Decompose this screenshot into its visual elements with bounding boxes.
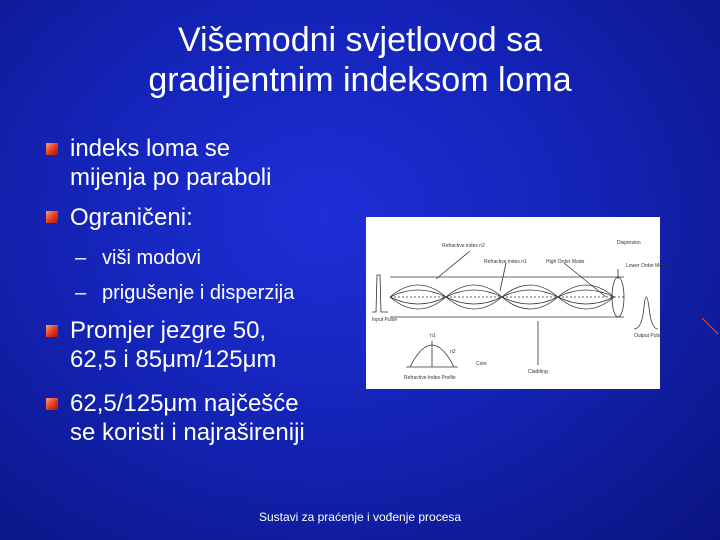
label-refractive-index-profile: Refractive Index Profile (404, 375, 456, 381)
decorative-line-icon (700, 316, 720, 336)
label-output-pulse: Output Pulse (634, 333, 663, 339)
label-n1: n1 (430, 333, 436, 339)
label-lower-order-mode: Lower Order Mode (626, 263, 668, 269)
slide-footer: Sustavi za praćenje i vođenje procesa (258, 510, 462, 524)
bullet-item: 62,5/125μm najčešće se koristi i najrašireniji (70, 390, 305, 446)
bullet-square-icon (46, 398, 58, 410)
sub-bullet-dash: – (75, 247, 87, 269)
sub-bullet-item: prigušenje i disperzija (102, 282, 295, 304)
title-line-1: Višemodni svjetlovod sa (177, 21, 543, 59)
label-dispersion: Dispersion (617, 240, 641, 246)
bullet-square-icon (46, 211, 58, 223)
label-refractive-index-n1: Refractive index n1 (484, 259, 527, 265)
title-line-2: gradijentnim indeksom loma (148, 61, 572, 99)
graded-index-fiber-diagram (366, 217, 668, 389)
label-core: Core (476, 361, 487, 367)
output-pulse-shape (634, 297, 658, 329)
bullet-item: indeks loma se mijenja po paraboli (70, 135, 272, 191)
sub-bullet-item: viši modovi (102, 247, 201, 269)
label-high-order-mode: High Order Mode (546, 259, 585, 265)
bullet-square-icon (46, 325, 58, 337)
leader-line-n2 (436, 251, 470, 279)
sub-bullet-dash: – (75, 282, 87, 304)
label-refractive-index-n2: Refractive index n2 (442, 243, 485, 249)
bullet-square-icon (46, 143, 58, 155)
bullet-item: Promjer jezgre 50, 62,5 i 85μm/125μm (70, 317, 277, 373)
label-cladding: Cladding (528, 369, 548, 375)
label-input-pulse: Input Pulse (372, 317, 398, 323)
fiber-diagram-svg (366, 217, 668, 389)
bullet-item: Ograničeni: (70, 204, 193, 231)
input-pulse-shape (372, 275, 388, 312)
slide-title (60, 20, 660, 100)
label-n2: n2 (450, 349, 456, 355)
